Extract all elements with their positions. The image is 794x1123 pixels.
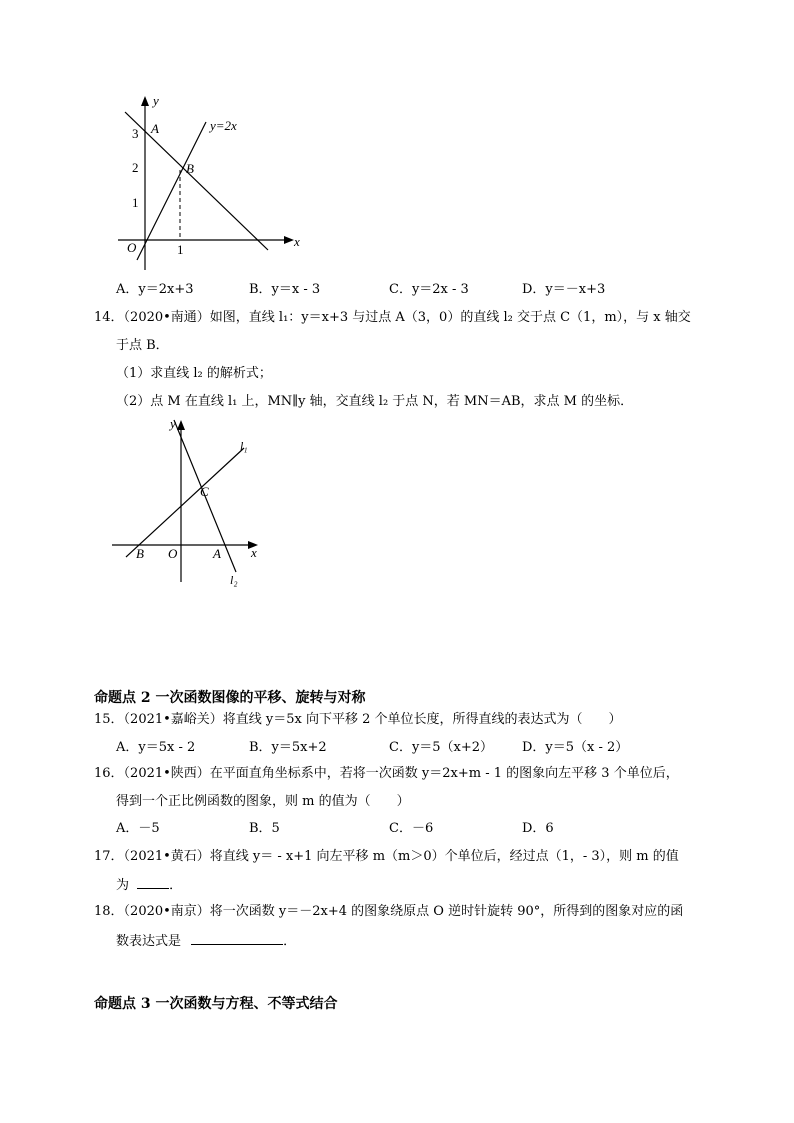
line-label-y-2x: y=2x (210, 118, 237, 133)
line-l2-label: l₂ (230, 573, 238, 587)
q15-option-d: D．y＝5（x - 2） (522, 740, 629, 755)
tick-label-x1: 1 (177, 242, 184, 257)
q14-line-2: 于点 B． (116, 338, 169, 353)
q18-line-2 (116, 932, 296, 950)
x-axis-label: x (294, 234, 300, 249)
point-a-label: A (151, 121, 159, 136)
tick-label-3: 3 (132, 126, 139, 141)
y-axis-label: y (170, 416, 176, 431)
q17-line-2 (116, 876, 182, 894)
q18-line-1: 18．（2020•南京）将一次函数 y＝－2x+4 的图象绕原点 O 逆时针旋转 90°，所得到的图象对应的函 (94, 904, 684, 919)
q17-line-2-suffix: ． (169, 878, 183, 893)
q15-option-a: A．y＝5x - 2 (116, 740, 196, 755)
q13-option-c: C．y＝2x - 3 (389, 282, 469, 297)
point-b-label: B (186, 161, 194, 176)
q16-option-c: C．－6 (389, 821, 434, 836)
q16-option-a: A．－5 (116, 821, 160, 836)
line-y-eq-2x (137, 122, 206, 260)
q17-answer-blank[interactable] (137, 876, 169, 889)
point-b-label: B (136, 546, 144, 561)
q17-line-1: 17．（2021•黄石）将直线 y＝ - x+1 向左平移 m（m＞0）个单位后，经过点（1，- 3），则 m 的值 (94, 849, 679, 864)
point-c-label: C (200, 484, 209, 499)
line-l1-label: l₁ (240, 439, 248, 453)
q15-stem: 15．（2021•嘉峪关）将直线 y＝5x 向下平移 2 个单位长度，所得直线的表达式为（ ） (94, 712, 622, 727)
q14-part-1: （1）求直线 l₂ 的解析式； (116, 366, 272, 381)
q13-option-d: D．y＝－x+3 (522, 282, 606, 297)
q18-line-2-prefix: 数表达式是 (116, 934, 182, 949)
tick-label-1: 1 (132, 195, 139, 210)
q16-line-1: 16．（2021•陕西）在平面直角坐标系中，若将一次函数 y＝2x+m - 1 的图象向左平移 3 个单位后， (94, 766, 679, 781)
q15-option-b: B．y＝5x+2 (249, 740, 327, 755)
origin-label: O (168, 546, 178, 561)
y-axis-arrow-icon (141, 96, 149, 106)
line-ab (125, 112, 268, 250)
q13-option-a: A．y＝2x+3 (116, 282, 194, 297)
q15-option-c: C．y＝5（x+2） (389, 740, 494, 755)
line-l1 (126, 448, 244, 557)
y-axis-arrow-icon (177, 420, 185, 430)
figure-1-graph (110, 90, 310, 270)
point-a-label: A (213, 546, 221, 561)
q13-option-b: B．y＝x - 3 (249, 282, 321, 297)
figure-2-graph (108, 412, 288, 592)
section-3-title: 命题点 3 一次函数与方程、不等式结合 (94, 996, 338, 1012)
tick-label-2: 2 (132, 160, 139, 175)
x-axis-arrow-icon (284, 236, 294, 244)
q14-part-2: （2）点 M 在直线 l₁ 上，MN∥y 轴，交直线 l₂ 于点 N，若 MN＝AB，求点 M 的坐标． (116, 394, 634, 409)
q16-option-b: B．5 (249, 821, 280, 836)
q16-option-d: D．6 (522, 821, 554, 836)
y-axis-label: y (153, 93, 159, 108)
q18-line-2-suffix: ． (283, 934, 297, 949)
q17-line-2-prefix: 为 (116, 878, 130, 893)
q14-line-1: 14．（2020•南通）如图，直线 l₁：y＝x+3 与过点 A（3，0）的直线 l₂ 交于点 C（1，m），与 x 轴交 (94, 310, 691, 325)
q16-line-2: 得到一个正比例函数的图象，则 m 的值为（ ） (116, 794, 410, 809)
q18-answer-blank[interactable] (191, 932, 283, 945)
origin-label: O (127, 240, 137, 255)
x-axis-label: x (251, 545, 257, 560)
section-2-title: 命题点 2 一次函数图像的平移、旋转与对称 (94, 690, 366, 706)
